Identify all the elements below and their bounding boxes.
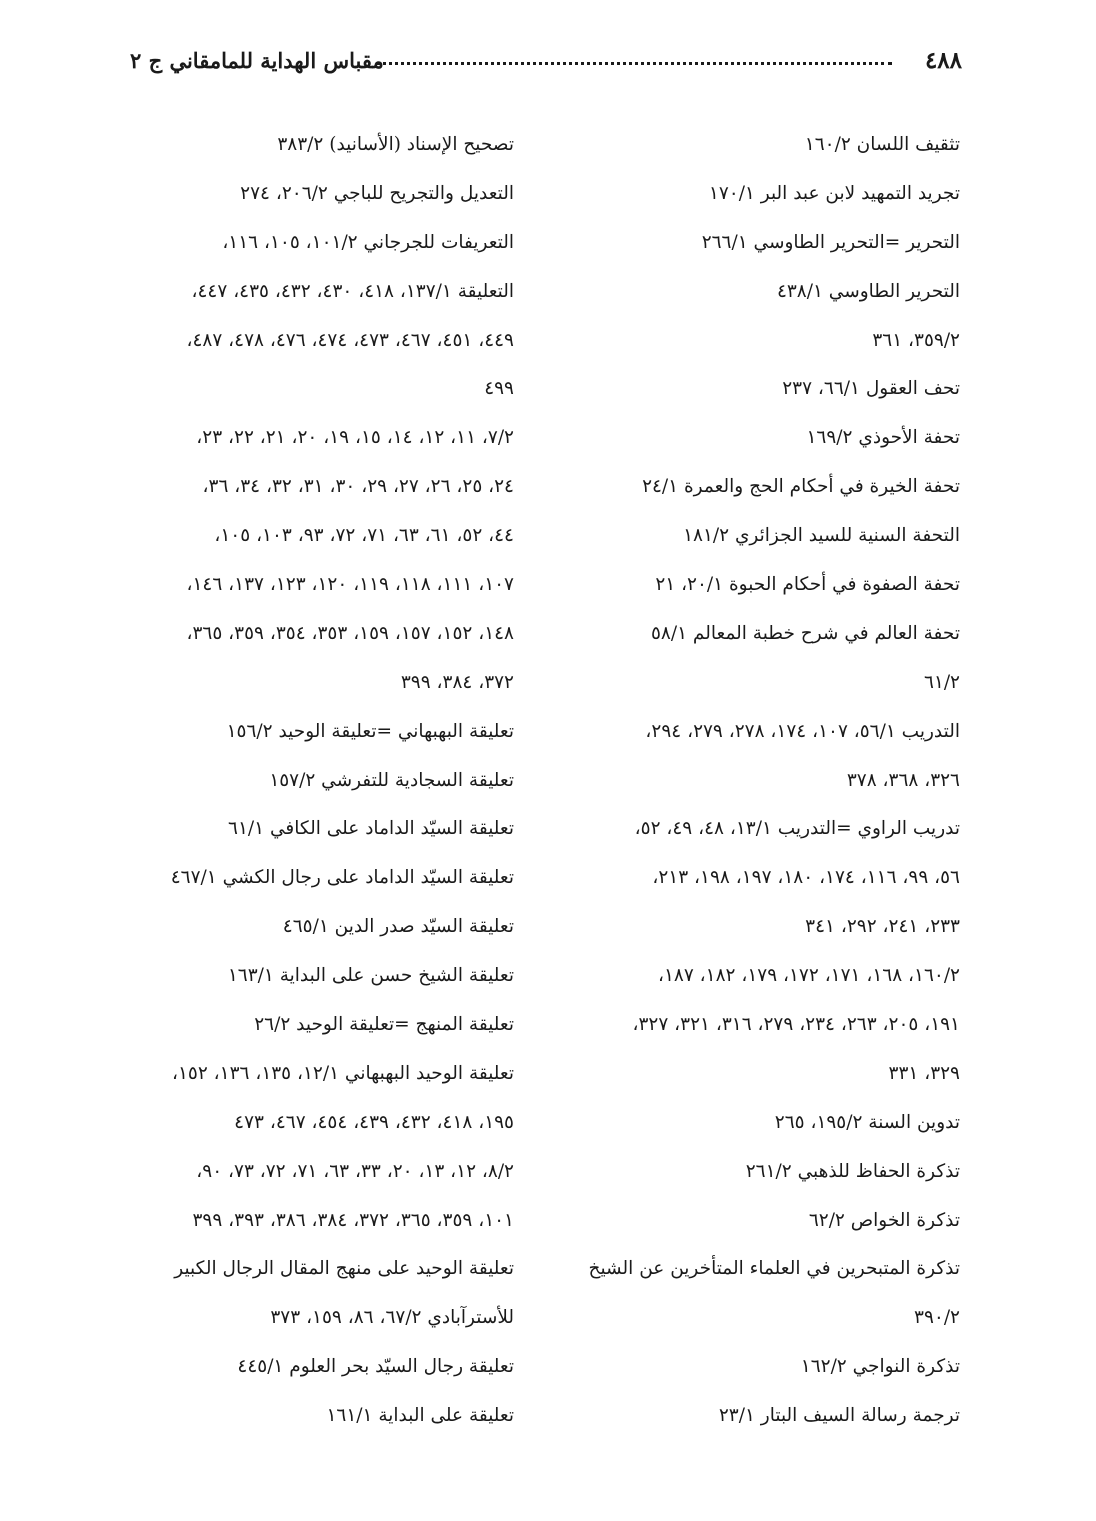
index-entry-line: ٨/٢، ١٢، ١٣، ٢٠، ٣٣، ٦٣، ٧١، ٧٢، ٧٣، ٩٠،	[196, 1160, 514, 1182]
index-entry-line: التحفة السنية للسيد الجزائري ١٨١/٢	[683, 525, 960, 547]
running-title: مقباس الهداية للمامقاني ج ٢	[130, 48, 384, 73]
index-entry-line: تصحيح الإسناد (الأسانيد) ٣٨٣/٢	[277, 134, 514, 155]
index-entry-line: تحفة الأحوذي ١٦٩/٢	[806, 427, 960, 449]
index-entry-line: التحرير الطاوسي ٤٣٨/١	[776, 280, 960, 302]
index-entry-line: تعليقة السجادية للتفرشي ١٥٧/٢	[269, 769, 514, 791]
index-entry-line: ٦١/٢	[923, 671, 960, 693]
index-entry-line: ٤٤٩، ٤٥١، ٤٦٧، ٤٧٣، ٤٧٤، ٤٧٦، ٤٧٨، ٤٨٧،	[186, 329, 514, 351]
index-entry-line: تعليقة الوحيد البهبهاني ١٢/١، ١٣٥، ١٣٦، ١٥٢،	[171, 1062, 514, 1084]
index-entry-line: تثقيف اللسان ١٦٠/٢	[804, 134, 960, 155]
index-entry-line: تجريد التمهيد لابن عبد البر ١٧٠/١	[708, 182, 960, 204]
index-entry-line: ٣٥٩/٢، ٣٦١	[872, 329, 960, 351]
index-entry-line: ٣٩٠/٢	[914, 1307, 960, 1329]
index-entry-line: التحرير =التحرير الطاوسي ٢٦٦/١	[701, 231, 960, 253]
index-entry-line: ١٤٨، ١٥٢، ١٥٧، ١٥٩، ٣٥٣، ٣٥٤، ٣٥٩، ٣٦٥،	[186, 622, 514, 644]
page-header	[130, 42, 962, 82]
index-entry-line: ٣٧٢، ٣٨٤، ٣٩٩	[400, 671, 514, 693]
index-entry-line: ٢٣٣، ٢٤١، ٢٩٢، ٣٤١	[805, 916, 960, 938]
index-entry-line: ٤٩٩	[484, 378, 514, 400]
index-entry-line: ١٩٥، ٤١٨، ٤٣٢، ٤٣٩، ٤٥٤، ٤٦٧، ٤٧٣	[234, 1111, 514, 1133]
index-entry-line: ١٠٧، ١١١، ١١٨، ١١٩، ١٢٠، ١٢٣، ١٣٧، ١٤٦،	[186, 574, 514, 596]
index-entry-line: تعليقة البهبهاني =تعليقة الوحيد ١٥٦/٢	[226, 720, 514, 742]
index-entry-line: تذكرة الخواص ٦٢/٢	[808, 1209, 960, 1231]
index-entry-line: تحفة الصفوة في أحكام الحبوة ٢٠/١، ٢١	[655, 574, 960, 596]
index-entry-line: ٣٢٦، ٣٦٨، ٣٧٨	[846, 769, 960, 791]
index-entry-line: ٤٤، ٥٢، ٦١، ٦٣، ٧١، ٧٢، ٩٣، ١٠٣، ١٠٥،	[214, 525, 514, 547]
index-entry-line: تحف العقول ٦٦/١، ٢٣٧	[782, 378, 960, 400]
index-entry-line: ٥٦، ٩٩، ١١٦، ١٧٤، ١٨٠، ١٩٧، ١٩٨، ٢١٣،	[652, 867, 960, 889]
index-entry-line: ٧/٢، ١١، ١٢، ١٤، ١٥، ١٩، ٢٠، ٢١، ٢٢، ٢٣،	[196, 427, 514, 449]
index-entry-line: تذكرة المتبحرين في العلماء المتأخرين عن الشيخ	[588, 1258, 960, 1280]
index-entry-line: تذكرة الحفاظ للذهبي ٢٦١/٢	[745, 1160, 960, 1182]
index-entry-line: تعليقة المنهج =تعليقة الوحيد ٢٦/٢	[254, 1014, 514, 1036]
index-column-left	[134, 121, 514, 1441]
index-entry-line: ١٦٠/٢، ١٦٨، ١٧١، ١٧٢، ١٧٩، ١٨٢، ١٨٧،	[658, 965, 960, 987]
index-column-right	[580, 121, 960, 1441]
index-entry-line: تذكرة النواجي ١٦٢/٢	[800, 1356, 960, 1378]
index-entry-line: التدريب ٥٦/١، ١٠٧، ١٧٤، ٢٧٨، ٢٧٩، ٢٩٤،	[645, 720, 960, 742]
page-number: ٤٨٨	[924, 47, 962, 74]
index-entry-line: تدريب الراوي =التدريب ١٣/١، ٤٨، ٤٩، ٥٢،	[634, 818, 960, 840]
index-entry-line: ١٩١، ٢٠٥، ٢٦٣، ٢٣٤، ٢٧٩، ٣١٦، ٣٢١، ٣٢٧،	[632, 1014, 960, 1036]
index-entry-line: تعليقة رجال السيّد بحر العلوم ٤٤٥/١	[237, 1356, 514, 1378]
index-entry-line: تحفة الخيرة في أحكام الحج والعمرة ٢٤/١	[642, 476, 960, 498]
index-entry-line: تحفة العالم في شرح خطبة المعالم ٥٨/١	[651, 622, 960, 644]
index-entry-line: ١٠١، ٣٥٩، ٣٦٥، ٣٧٢، ٣٨٤، ٣٨٦، ٣٩٣، ٣٩٩	[192, 1209, 514, 1231]
index-entry-line: تعليقة السيّد الداماد على رجال الكشي ٤٦٧/١	[170, 867, 514, 889]
index-entry-line: تعليقة السيّد الداماد على الكافي ٦١/١	[228, 818, 514, 840]
index-entry-line: التعريفات للجرجاني ١٠١/٢، ١٠٥، ١١٦،	[222, 231, 514, 253]
index-entry-line: تعليقة الوحيد على منهج المقال الرجال الكبير	[174, 1258, 514, 1280]
header-dotted-leader	[376, 62, 892, 65]
index-entry-line: تعليقة على البداية ١٦١/١	[326, 1405, 514, 1427]
index-entry-line: ترجمة رسالة السيف البتار ٢٣/١	[718, 1405, 960, 1427]
index-entry-line: التعليقة ١٣٧/١، ٤١٨، ٤٣٠، ٤٣٢، ٤٣٥، ٤٤٧،	[191, 280, 514, 302]
index-entry-line: التعديل والتجريح للباجي ٢٠٦/٢، ٢٧٤	[240, 182, 514, 204]
index-entry-line: ٢٤، ٢٥، ٢٦، ٢٧، ٢٩، ٣٠، ٣١، ٣٢، ٣٤، ٣٦،	[202, 476, 514, 498]
index-entry-line: للأسترآبادي ٦٧/٢، ٨٦، ١٥٩، ٣٧٣	[270, 1307, 514, 1329]
index-entry-line: تدوين السنة ١٩٥/٢، ٢٦٥	[774, 1111, 960, 1133]
index-entry-line: تعليقة السيّد صدر الدين ٤٦٥/١	[282, 916, 514, 938]
index-entry-line: ٣٢٩، ٣٣١	[888, 1062, 960, 1084]
index-entry-line: تعليقة الشيخ حسن على البداية ١٦٣/١	[227, 965, 514, 987]
